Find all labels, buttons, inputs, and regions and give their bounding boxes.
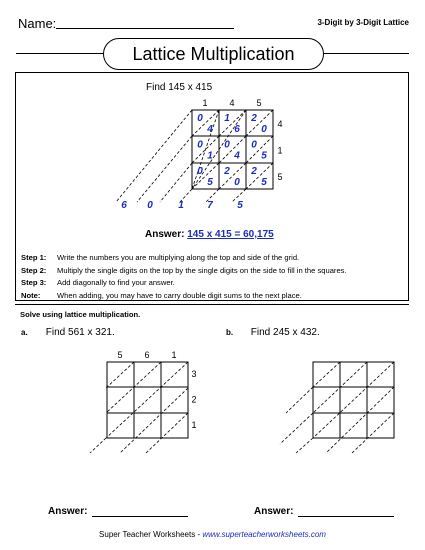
example-side-digit: 4 — [277, 119, 283, 129]
example-cell-tens: 2 — [224, 166, 230, 177]
problem-a-side-digit: 3 — [191, 369, 197, 379]
example-cell-tens: 2 — [251, 166, 257, 177]
example-diagonal-sum: 5 — [237, 200, 243, 211]
example-diagonal-sum: 0 — [147, 200, 153, 211]
problem-a-side-digit: 1 — [191, 420, 197, 430]
problem-a-answer-label: Answer: — [48, 506, 88, 517]
example-cell-ones: 0 — [261, 124, 267, 135]
instructions: Solve using lattice multiplication. — [20, 310, 141, 319]
note-text: When adding, you may have to carry double digit sums to the next place. — [57, 290, 302, 300]
problem-a-top-digits — [117, 350, 176, 360]
step-2-label: Step 2: — [21, 265, 47, 275]
problem-b-prompt: Find 245 x 432. — [250, 327, 320, 338]
problem-a-answer-field[interactable] — [92, 516, 188, 517]
example-diagonal-sum: 6 — [121, 200, 127, 211]
example-top-digit: 1 — [202, 98, 208, 108]
step-3-text: Add diagonally to find your answer. — [57, 278, 175, 288]
footer — [0, 530, 425, 539]
example-top-digit: 5 — [256, 98, 262, 108]
example-cell-ones: 5 — [261, 177, 267, 188]
problem-a-top-digit: 6 — [144, 350, 150, 360]
example-cell-ones: 6 — [234, 124, 240, 135]
example-cell-ones: 5 — [207, 177, 213, 188]
example-cell-tens: 0 — [251, 139, 257, 151]
problem-b-diagonals — [280, 362, 394, 453]
example-answer-value: 145 x 415 = 60,175 — [187, 229, 274, 240]
problem-a-side-digit: 2 — [191, 394, 197, 405]
worksheet-subtitle: 3-Digit by 3-Digit Lattice — [317, 18, 409, 27]
problem-a-prompt: Find 561 x 321. — [45, 327, 115, 338]
step-1-label: Step 1: — [21, 253, 47, 262]
example-top-digit: 4 — [229, 98, 235, 108]
problem-b-answer-label: Answer: — [254, 506, 294, 517]
example-diagonal-sum: 1 — [178, 200, 184, 211]
example-answer-label: Answer: — [145, 229, 185, 240]
example-cell-ones: 4 — [234, 150, 240, 162]
example-cell-tens: 0 — [197, 139, 203, 151]
example-cell-tens: 2 — [251, 113, 257, 124]
problem-a-side-digits — [191, 369, 196, 430]
name-label: Name: — [18, 16, 57, 31]
footer-url[interactable]: www.superteacherworksheets.com — [202, 530, 326, 539]
example-cell-ones: 5 — [261, 150, 267, 162]
example-diagonal-sum: 7 — [207, 200, 213, 211]
problem-a-label: a. — [21, 328, 28, 337]
example-cell-ones: 1 — [207, 150, 213, 162]
page-title: Lattice Multiplication — [103, 38, 324, 70]
step-2-text: Multiply the single digits on the top by the single digits on the side to fill in the squares. — [57, 265, 347, 275]
footer-brand: Super Teacher Worksheets — [99, 530, 196, 539]
example-side-digit: 5 — [277, 172, 283, 182]
step-3-label: Step 3: — [21, 278, 47, 288]
step-1-text: Write the numbers you are multiplying along the top and side of the grid. — [57, 253, 300, 262]
example-cell-tens: 1 — [224, 113, 230, 124]
problem-a-top-digit: 5 — [117, 350, 123, 360]
problem-a-top-digit: 1 — [171, 350, 177, 360]
example-side-digit: 1 — [277, 145, 283, 156]
problem-b-label: b. — [226, 328, 234, 337]
example-cell-ones: 0 — [234, 177, 240, 188]
example-cell-tens: 0 — [197, 113, 203, 124]
example-cell-tens: 0 — [197, 166, 203, 177]
problem-b-answer-field[interactable] — [298, 516, 394, 517]
footer-separator: - — [195, 530, 203, 539]
example-cell-ones: 4 — [207, 124, 213, 135]
problem-a-diagonals — [90, 362, 188, 453]
example-prompt: Find 145 x 415 — [146, 82, 213, 93]
example-cell-tens: 0 — [224, 139, 230, 151]
note-label: Note: — [21, 290, 41, 300]
